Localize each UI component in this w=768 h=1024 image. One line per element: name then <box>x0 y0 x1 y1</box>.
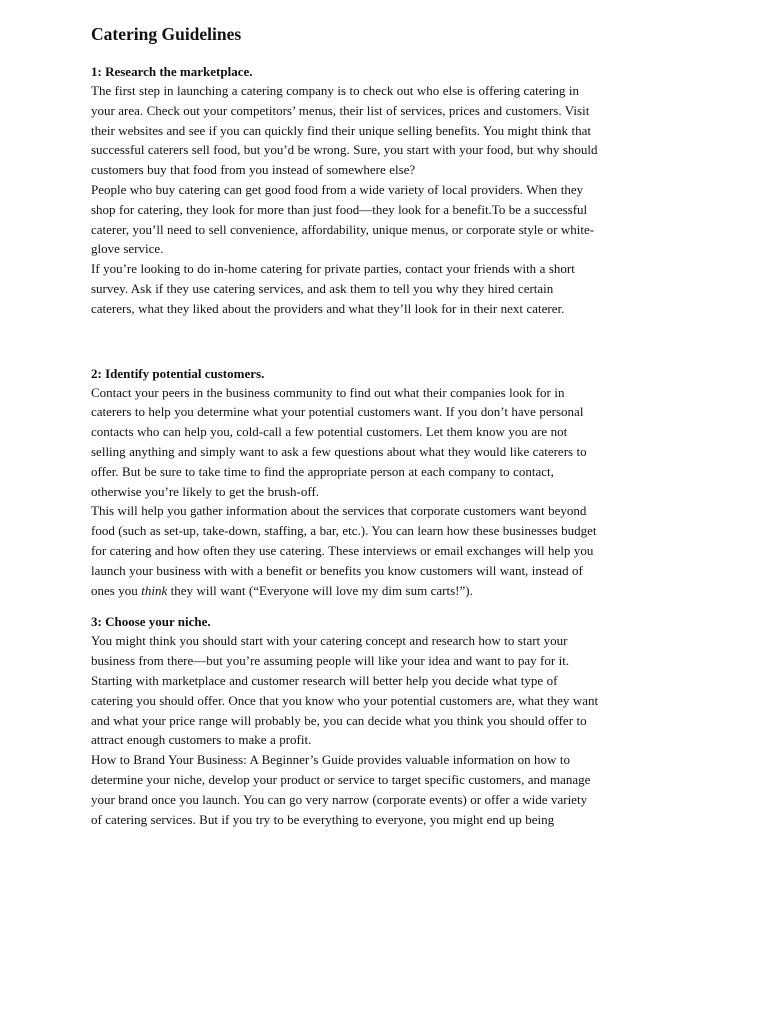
text-line: catering you should offer. Once that you know who your potential customers are, what they want <box>91 692 599 708</box>
text-line: contacts who can help you, cold-call a few potential customers. Let them know you are not <box>91 424 568 440</box>
text-line: The first step in launching a catering company is to check out who else is offering catering in <box>91 83 579 98</box>
section-heading-niche: 3: Choose your niche. <box>91 614 211 630</box>
text-line: selling anything and simply want to ask a few questions about what they would like caterers to <box>91 443 587 459</box>
section-heading-research: 1: Research the marketplace. <box>91 64 253 79</box>
text-run: ones you <box>91 582 142 598</box>
text-line: food (such as set-up, take-down, staffing, a bar, etc.). You can learn how these businesses budget <box>91 523 597 539</box>
text-line: otherwise you’re likely to get the brush-off. <box>91 483 320 499</box>
paragraph-customers-2 <box>91 501 691 600</box>
text-line: for catering and how often they use catering. These interviews or email exchanges will help you <box>91 542 594 558</box>
text-line: Contact your peers in the business community to find out what their companies look for in <box>91 384 565 400</box>
text-line: successful caterers sell food, but you’d be wrong. Sure, you start with your food, but why should <box>91 142 598 158</box>
paragraph-niche-1 <box>91 631 691 750</box>
text-run: they will want (“Everyone will love my dim sum carts!”). <box>167 582 473 598</box>
text-line: determine your niche, develop your product or service to target specific customers, and manage <box>91 771 591 787</box>
text-line: caterers to help you determine what your potential customers want. If you don’t have personal <box>91 404 584 420</box>
text-line: glove service. <box>91 241 164 257</box>
text-line: business from there—but you’re assuming people will like your idea and want to pay for it. <box>91 653 570 669</box>
text-line: Starting with marketplace and customer research will better help you decide what type of <box>91 672 558 688</box>
text-line: customers buy that food from you instead of somewhere else? <box>91 162 416 178</box>
text-line: attract enough customers to make a profit. <box>91 732 312 748</box>
text-line: caterer, you’ll need to sell convenience, affordability, unique menus, or corporate style or white- <box>91 221 595 237</box>
document-title: Catering Guidelines <box>91 24 242 44</box>
text-line: and what your price range will probably be, you can decide what you think you should offer to <box>91 712 587 728</box>
emphasized-word: think <box>141 582 168 598</box>
text-line: launch your business with with a benefit or benefits you know customers will want, instead of <box>91 562 583 578</box>
text-line: offer. But be sure to take time to find the appropriate person at each company to contact, <box>91 463 554 479</box>
text-line: People who buy catering can get good food from a wide variety of local providers. When they <box>91 181 584 197</box>
text-line: your brand once you launch. You can go very narrow (corporate events) or offer a wide variety <box>91 791 588 807</box>
document-page <box>91 22 691 829</box>
text-line-with-emphasis <box>91 581 691 601</box>
paragraph-niche-2 <box>91 750 691 829</box>
paragraph-research-2 <box>91 180 691 259</box>
text-line: survey. Ask if they use catering services, and ask them to tell you why they hired certain <box>91 280 554 296</box>
paragraph-research-3 <box>91 259 691 318</box>
text-line: You might think you should start with your catering concept and research how to start your <box>91 633 568 649</box>
paragraph-research-1 <box>91 81 691 180</box>
text-line: How to Brand Your Business: A Beginner’s Guide provides valuable information on how to <box>91 752 570 768</box>
text-line: of catering services. But if you try to be everything to everyone, you might end up being <box>91 811 555 827</box>
text-line: shop for catering, they look for more than just food—they look for a benefit.To be a successful <box>91 201 588 217</box>
text-line: If you’re looking to do in-home catering for private parties, contact your friends with a short <box>91 261 575 277</box>
text-line: their websites and see if you can quickly find their unique selling benefits. You might think that <box>91 122 592 138</box>
text-line: your area. Check out your competitors’ menus, their list of services, prices and customers. Visit <box>91 102 590 118</box>
text-line: caterers, what they liked about the providers and what they’ll look for in their next caterer. <box>91 300 565 316</box>
section-heading-customers: 2: Identify potential customers. <box>91 365 265 381</box>
text-line: This will help you gather information about the services that corporate customers want beyond <box>91 503 587 519</box>
paragraph-customers-1 <box>91 383 691 502</box>
